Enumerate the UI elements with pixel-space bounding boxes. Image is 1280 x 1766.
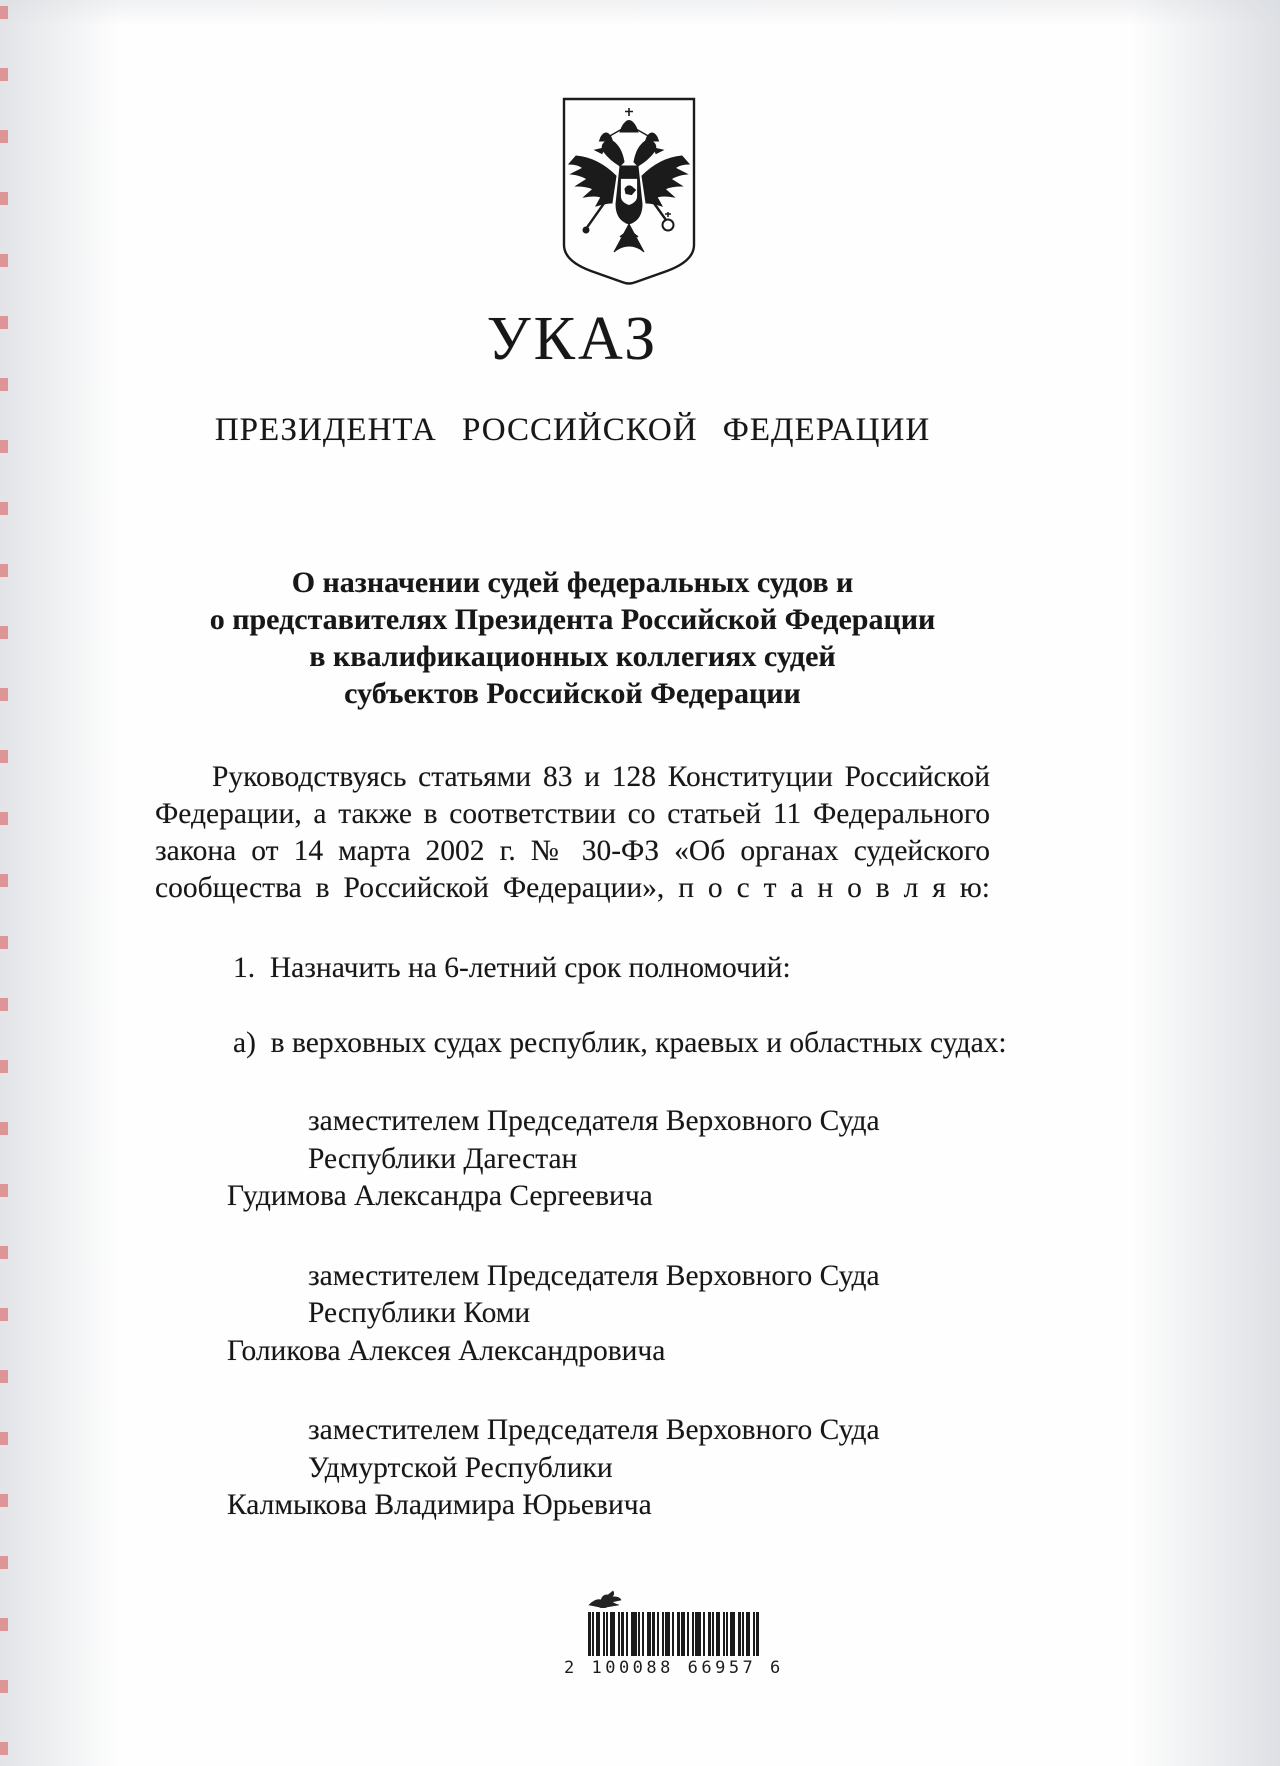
barcode — [588, 1612, 770, 1656]
appointments-list — [155, 1103, 990, 1567]
page-edge-shading-top — [0, 0, 1280, 26]
appointment-entry — [155, 1258, 990, 1371]
heading-line: субъектов Российской Федерации — [344, 677, 801, 710]
heading-line: О назначении судей федеральных судов и — [291, 566, 854, 599]
appointment-name: Калмыкова Владимира Юрьевича — [227, 1489, 652, 1521]
appointment-position-line: заместителем Председателя Верховного Суда — [308, 1259, 880, 1292]
preamble-line: сообщества в Российской Федерации», п о с т а н о в л я ю: — [155, 872, 990, 904]
appointment-name: Голикова Алексея Александровича — [227, 1334, 666, 1367]
appointment-position-line: Удмуртской Республики — [308, 1451, 613, 1484]
heading-line: о представителях Президента Российской Федерации — [209, 603, 936, 636]
decree-subtitle: ПРЕЗИДЕНТА РОССИЙСКОЙ ФЕДЕРАЦИИ — [214, 412, 931, 448]
decree-subject-heading — [155, 564, 990, 712]
barcode-eagle-icon — [588, 1588, 622, 1608]
appointment-position-line: заместителем Председателя Верховного Суда — [308, 1105, 880, 1137]
appointment-position-line: заместителем Председателя Верховного Суда — [308, 1414, 880, 1446]
appointment-entry — [155, 1412, 990, 1525]
barcode-number: 2 100088 66957 6 — [564, 1658, 784, 1678]
heading-line: в квалификационных коллегиях судей — [309, 640, 836, 673]
preamble-line: Руководствуясь статьями 83 и 128 Конституции Российской — [212, 761, 990, 793]
page-edge-shading-left — [0, 0, 120, 1766]
preamble-paragraph — [155, 759, 990, 907]
preamble-line: Федерации, а также в соответствии со статьей 11 Федерального — [155, 798, 990, 830]
decree-title: УКАЗ — [486, 305, 659, 373]
appointment-position-line: Республики Коми — [308, 1297, 531, 1329]
russian-coat-of-arms-icon — [556, 96, 702, 288]
clause-1: 1. Назначить на 6-летний срок полномочий: — [233, 952, 791, 984]
appointment-name: Гудимова Александра Сергеевича — [227, 1180, 653, 1212]
clause-a: а) в верховных судах республик, краевых и областных судах: — [233, 1027, 1007, 1059]
page-edge-shading-right — [1130, 0, 1280, 1766]
left-edge-red-marks — [0, 6, 8, 1762]
preamble-line: закона от 14 марта 2002 г. № 30-ФЗ «Об органах судейского — [155, 835, 990, 867]
appointment-entry — [155, 1103, 990, 1216]
appointment-position-line: Республики Дагестан — [308, 1142, 578, 1175]
